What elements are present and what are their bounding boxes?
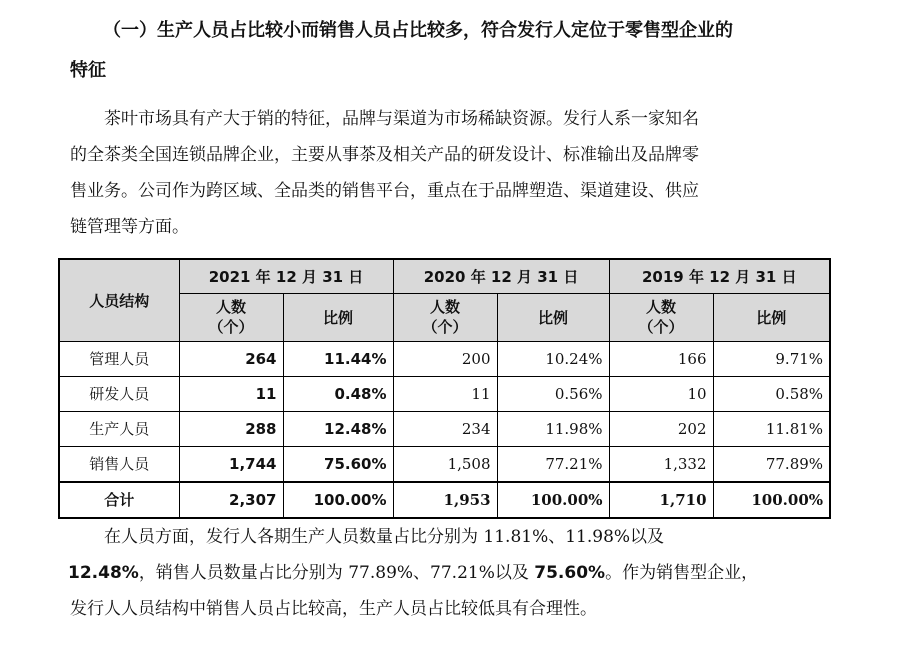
total-ratio-2019: 100.00% [713, 482, 830, 518]
row-label: 销售人员 [59, 446, 179, 482]
header-staff-structure: 人员结构 [59, 259, 179, 341]
header-count-2020 [393, 293, 497, 341]
table-row [59, 341, 830, 376]
conclusion-line-2-middle: ，销售人员数量占比分别为 77.89%、77.21%以及 [138, 563, 535, 583]
header-count-label: 人数 [215, 298, 246, 316]
count-2020: 1,508 [393, 446, 497, 482]
ratio-2021: 12.48% [283, 411, 393, 446]
row-label: 管理人员 [59, 341, 179, 376]
table-total-row [59, 482, 830, 518]
ratio-2020: 11.98% [497, 411, 609, 446]
count-2019: 202 [609, 411, 713, 446]
conclusion-line-2 [68, 558, 758, 583]
header-year-2019: 2019 年 12 月 31 日 [609, 259, 830, 293]
count-2020: 11 [393, 376, 497, 411]
bold-figure: 75.60% [534, 563, 606, 583]
header-count-unit: （个） [208, 318, 254, 336]
ratio-2021: 75.60% [283, 446, 393, 482]
count-2019: 10 [609, 376, 713, 411]
total-ratio-2020: 100.00% [497, 482, 609, 518]
total-count-2020: 1,953 [393, 482, 497, 518]
header-count-label: 人数 [430, 298, 461, 316]
ratio-2019: 0.58% [713, 376, 830, 411]
header-year-2021: 2021 年 12 月 31 日 [179, 259, 393, 293]
count-2021: 264 [179, 341, 283, 376]
header-count-label: 人数 [646, 298, 677, 316]
ratio-2020: 0.56% [497, 376, 609, 411]
row-label: 研发人员 [59, 376, 179, 411]
header-ratio-2020: 比例 [497, 293, 609, 341]
count-2021: 288 [179, 411, 283, 446]
count-2021: 1,744 [179, 446, 283, 482]
conclusion-line-3: 发行人人员结构中销售人员占比较高，生产人员占比较低具有合理性。 [70, 599, 597, 619]
table-row [59, 411, 830, 446]
header-year-2020: 2020 年 12 月 31 日 [393, 259, 609, 293]
header-count-2021 [179, 293, 283, 341]
header-count-2019 [609, 293, 713, 341]
count-2020: 234 [393, 411, 497, 446]
conclusion-line-1: 在人员方面，发行人各期生产人员数量占比分别为 11.81%、11.98%以及 [104, 527, 665, 547]
ratio-2021: 11.44% [283, 341, 393, 376]
header-ratio-2021: 比例 [283, 293, 393, 341]
total-label: 合计 [59, 482, 179, 518]
staff-structure-table [58, 258, 831, 519]
row-label: 生产人员 [59, 411, 179, 446]
heading-line-2: 特征 [70, 60, 106, 81]
ratio-2020: 10.24% [497, 341, 609, 376]
intro-line-4: 链管理等方面。 [70, 217, 189, 237]
intro-line-1: 茶叶市场具有产大于销的特征，品牌与渠道为市场稀缺资源。发行人系一家知名 [104, 109, 699, 129]
bold-figure: 12.48% [68, 563, 139, 583]
intro-line-2: 的全茶类全国连锁品牌企业，主要从事茶及相关产品的研发设计、标准输出及品牌零 [70, 145, 699, 165]
ratio-2020: 77.21% [497, 446, 609, 482]
total-ratio-2021: 100.00% [283, 482, 393, 518]
total-count-2021: 2,307 [179, 482, 283, 518]
header-count-unit: （个） [638, 318, 684, 336]
total-count-2019: 1,710 [609, 482, 713, 518]
count-2021: 11 [179, 376, 283, 411]
count-2020: 200 [393, 341, 497, 376]
conclusion-line-2-end: 。作为销售型企业， [605, 563, 759, 583]
table-row [59, 376, 830, 411]
table-row [59, 446, 830, 482]
ratio-2021: 0.48% [283, 376, 393, 411]
intro-line-3: 售业务。公司作为跨区域、全品类的销售平台，重点在于品牌塑造、渠道建设、供应 [70, 181, 699, 201]
header-count-unit: （个） [422, 318, 468, 336]
ratio-2019: 11.81% [713, 411, 830, 446]
count-2019: 166 [609, 341, 713, 376]
count-2019: 1,332 [609, 446, 713, 482]
ratio-2019: 77.89% [713, 446, 830, 482]
heading-line-1: （一）生产人员占比较小而销售人员占比较多，符合发行人定位于零售型企业的 [103, 20, 733, 41]
header-ratio-2019: 比例 [713, 293, 830, 341]
ratio-2019: 9.71% [713, 341, 830, 376]
